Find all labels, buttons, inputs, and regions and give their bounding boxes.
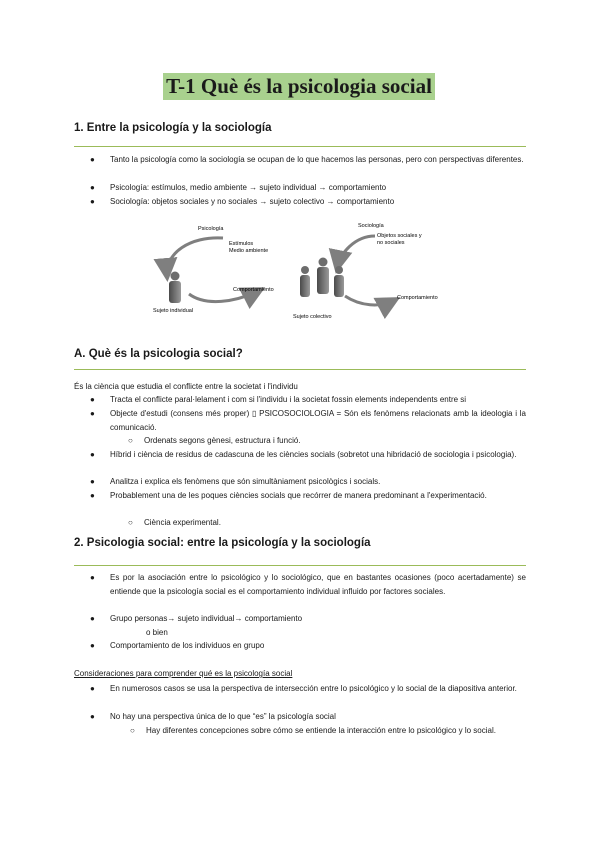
stimulus-label-1: Estímulos <box>229 241 254 247</box>
individual-subject-label: Sujeto individual <box>153 308 194 314</box>
section2-heading: 2. Psicologia social: entre la psicología y la sociología <box>74 537 371 549</box>
collective-subject-label: Sujeto colectivo <box>293 314 332 320</box>
stimulus-label-2: Medio ambiente <box>229 248 269 254</box>
list-subitem: ○ Ordenats segons gènesi, estructura i funció. <box>128 436 301 445</box>
list-subitem: ○ Ciència experimental. <box>128 518 221 527</box>
objects-label-1: Objetos sociales y <box>377 233 422 239</box>
sectionA-rule <box>74 369 526 370</box>
objects-label-2: no sociales <box>377 240 405 246</box>
considerations-heading: Consideraciones para comprender qué es la psicología social <box>74 669 293 678</box>
sectionA-intro: És la ciència que estudia el conflicte entre la societat i l'individu <box>74 382 298 391</box>
arrow-objects <box>337 236 375 268</box>
page-title: T-1 Què és la psicologia social <box>166 74 432 98</box>
list-subitem: ○ Hay diferentes concepciones sobre cómo se entiende la interacción entre lo psicológico y lo social. <box>130 726 496 735</box>
sociology-label: Sociología <box>358 223 384 229</box>
psychology-label: Psicología <box>198 226 224 232</box>
individual-person-icon <box>169 272 181 304</box>
behaviour-left-label: Comportamiento <box>233 287 274 293</box>
psychology-sociology-diagram <box>145 218 455 326</box>
behaviour-right-label: Comportamiento <box>397 295 438 301</box>
section2-rule <box>74 565 526 566</box>
sectionA-heading: A. Què és la psicologia social? <box>74 348 243 360</box>
section1-rule <box>74 146 526 147</box>
arrow-behaviour-right <box>345 296 395 305</box>
section1-heading: 1. Entre la psicología y la sociología <box>74 122 272 134</box>
or-text: o bien <box>146 628 168 637</box>
arrow-stimulus <box>167 238 223 276</box>
